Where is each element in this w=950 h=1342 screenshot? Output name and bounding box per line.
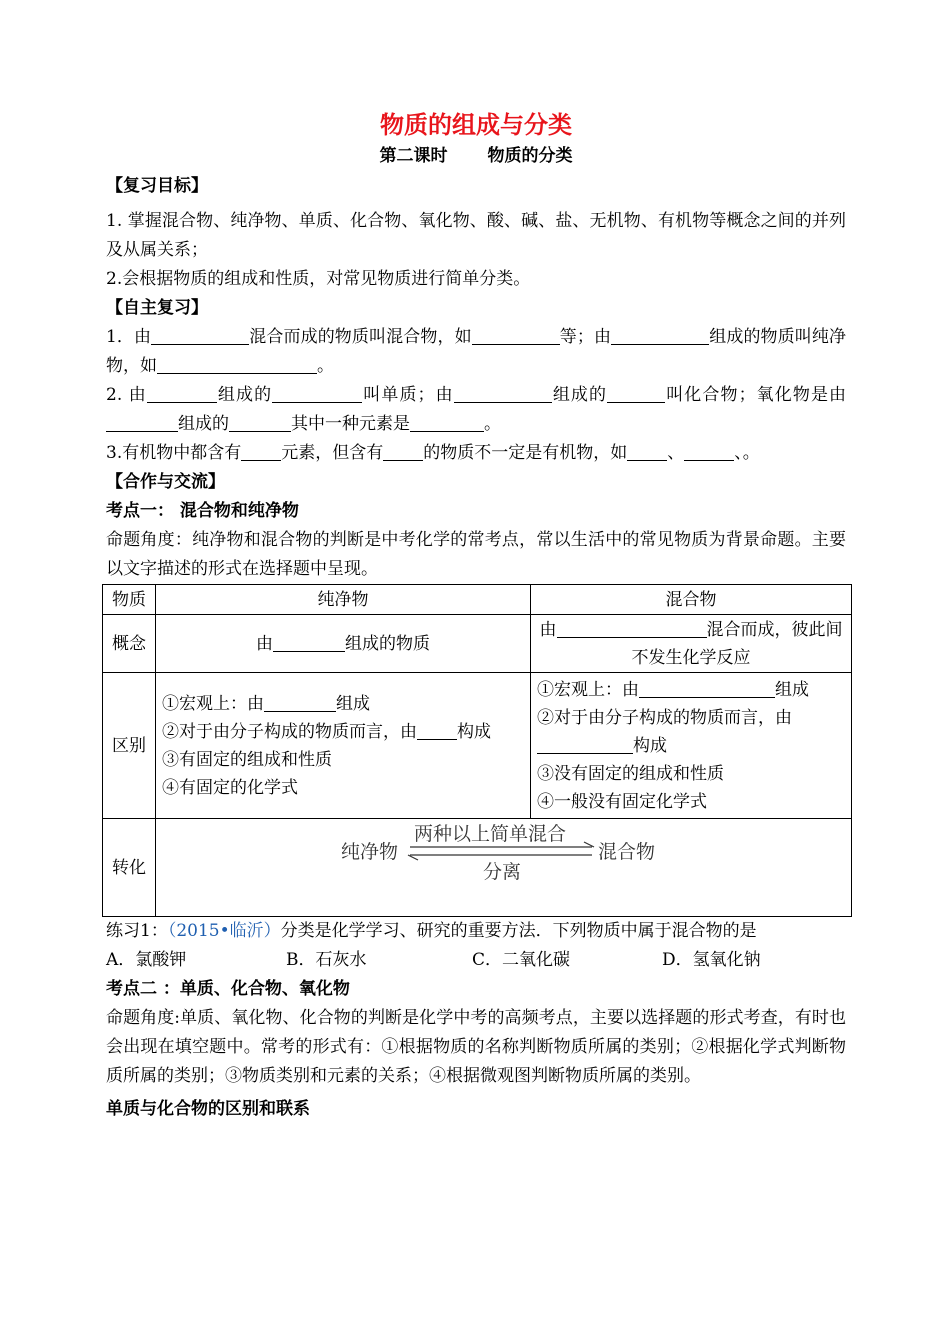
reverse-arrowhead [408, 855, 418, 860]
table-row [103, 673, 852, 819]
row-label: 区别 [103, 673, 156, 819]
lesson-topic: 物质的分类 [487, 146, 573, 166]
review-goal-2: 2.会根据物质的组成和性质，对常见物质进行简单分类。 [106, 269, 531, 289]
answer-blank[interactable] [611, 326, 709, 345]
answer-blank[interactable] [627, 442, 667, 461]
option-c[interactable]: C．二氧化碳 [472, 950, 571, 970]
answer-blank[interactable] [106, 413, 178, 432]
answer-blank[interactable] [417, 721, 457, 740]
exercise-source: （2015•临沂） [167, 921, 281, 941]
lesson-label: 第二课时 [379, 146, 448, 166]
option-d[interactable]: D．氢氧化钠 [662, 950, 761, 970]
self-review-q1: 1．由 混合而成的物质叫混合物，如 等；由 组成的物质叫纯净物，如 。 [106, 327, 846, 376]
answer-blank[interactable] [410, 413, 484, 432]
mixture-difference: ①宏观上：由 组成 ②对于由分子构成的物质而言，由构成 ③没有固定的组成和性质 ④一般没有固定化学式 [531, 673, 852, 819]
conversion-cell [156, 819, 852, 917]
answer-blank[interactable] [607, 384, 665, 403]
answer-blank[interactable] [241, 442, 281, 461]
answer-blank[interactable] [272, 384, 362, 403]
answer-blank[interactable] [557, 619, 707, 638]
conversion-bottom: 分离 [483, 860, 522, 883]
pure-concept: 由 组成的物质 [156, 615, 531, 673]
self-review-q2: 2. 由 组成的 叫单质；由 组成的 叫化合物；氧化物是由组成的 其中一种元素是 。 [106, 385, 847, 434]
point2-title: 考点二 ：单质、化合物、氧化物 [106, 979, 350, 999]
cooperation-heading: 【合作与交流】 [106, 472, 225, 492]
sub-heading: 单质与化合物的区别和联系 [106, 1099, 310, 1119]
conversion-top: 两种以上简单混合 [414, 822, 567, 845]
table-header: 混合物 [531, 585, 852, 615]
row-label: 概念 [103, 615, 156, 673]
answer-blank[interactable] [147, 384, 217, 403]
mixture-concept: 由 混合而成，彼此间不发生化学反应 [531, 615, 852, 673]
comparison-table [102, 584, 852, 917]
worksheet [106, 108, 846, 1124]
table-header: 纯净物 [156, 585, 531, 615]
self-review-q3: 3.有机物中都含有 元素，但含有 的物质不一定是有机物，如 、 、。 [106, 443, 760, 463]
option-b[interactable]: B．石灰水 [286, 950, 367, 970]
page-title: 物质的组成与分类 [380, 111, 572, 139]
page-subtitle [106, 142, 846, 170]
conversion-right: 混合物 [598, 840, 656, 863]
forward-arrowhead [584, 842, 594, 847]
row-label: 转化 [103, 819, 156, 917]
answer-blank[interactable] [151, 326, 249, 345]
point2-angle: 命题角度:单质、氧化物、化合物的判断是化学中考的高频考点，主要以选择题的形式考查，有时也会出现在填空题中。常考的形式有：①根据物质的名称判断物质所属的类别；②根据化学式判断物质所属的类别；③物质类别和元素的关系；④根据微观图判断物质所属的类别。 [106, 1008, 846, 1086]
point1-angle: 命题角度：纯净物和混合物的判断是中考化学的常考点，常以生活中的常见物质为背景命题。主要以文字描述的形式在选择题中呈现。 [106, 530, 846, 579]
pure-difference: ①宏观上：由 组成 ②对于由分子构成的物质而言，由 构成 ③有固定的组成和性质 ④有固定的化学式 [156, 673, 531, 819]
review-goals-heading: 【复习目标】 [106, 176, 208, 196]
answer-blank[interactable] [383, 442, 423, 461]
table-header: 物质 [103, 585, 156, 615]
table-row [103, 615, 852, 673]
option-a[interactable]: A．氯酸钾 [106, 950, 187, 970]
table-row [103, 819, 852, 917]
answer-blank[interactable] [537, 735, 633, 754]
answer-blank[interactable] [472, 326, 560, 345]
answer-blank[interactable] [454, 384, 552, 403]
self-review-heading: 【自主复习】 [106, 298, 208, 318]
conversion-diagram [156, 820, 846, 916]
exercise1-question: 练习1：（2015•临沂）分类是化学学习、研究的重要方法．下列物质中属于混合物的是 [106, 921, 757, 941]
answer-blank[interactable] [157, 355, 317, 374]
review-goal-1: 1. 掌握混合物、纯净物、单质、化合物、氧化物、酸、碱、盐、无机物、有机物等概念之间的并列及从属关系； [106, 211, 846, 260]
conversion-left: 纯净物 [341, 840, 399, 863]
answer-blank[interactable] [273, 633, 345, 652]
answer-blank[interactable] [639, 679, 775, 698]
answer-blank[interactable] [229, 413, 291, 432]
answer-blank[interactable] [684, 442, 734, 461]
answer-blank[interactable] [264, 693, 336, 712]
point1-title: 考点一： 混合物和纯净物 [106, 501, 299, 521]
exercise1-options [106, 946, 846, 975]
